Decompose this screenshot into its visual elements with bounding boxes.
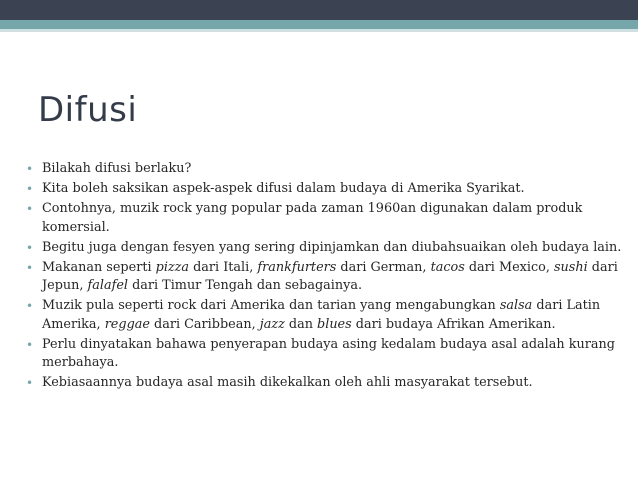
bullet-text-segment: dan: [284, 316, 318, 332]
bullet-item: [24, 336, 624, 372]
bullet-text-italic: tacos: [430, 260, 465, 276]
bullet-item: [24, 239, 624, 257]
bullet-text-segment: Makanan seperti: [42, 260, 156, 276]
bullet-text-italic: blues: [317, 316, 352, 332]
bullet-icon: •: [26, 299, 34, 314]
header-band-line: [0, 29, 638, 32]
bullet-text-segment: dari Mexico,: [464, 260, 554, 276]
bullet-text-italic: falafel: [87, 278, 129, 294]
bullet-icon: •: [26, 240, 34, 255]
bullet-item: [24, 259, 624, 295]
bullet-text-segment: dari Timur Tengah dan sebagainya.: [128, 278, 363, 294]
bullet-icon: •: [26, 261, 34, 276]
bullet-text: Kita boleh saksikan aspek-aspek difusi dalam budaya di Amerika Syarikat.: [42, 181, 525, 197]
bullet-text: Begitu juga dengan fesyen yang sering dipinjamkan dan diubahsuaikan oleh budaya lain.: [42, 239, 622, 255]
bullet-icon: •: [26, 182, 34, 197]
bullet-text-segment: dari Caribbean,: [149, 316, 260, 332]
bullet-text-segment: Muzik pula seperti rock dari Amerika dan tarian yang mengabungkan: [42, 298, 500, 314]
bullet-text: Kebiasaannya budaya asal masih dikekalkan oleh ahli masyarakat tersebut.: [42, 375, 533, 391]
slide-title: Difusi: [38, 90, 138, 130]
bullet-text-segment: dari budaya Afrikan Amerikan.: [351, 316, 556, 332]
bullet-text: Bilakah difusi berlaku?: [42, 161, 192, 176]
bullet-icon: •: [26, 376, 34, 391]
bullet-item: [24, 374, 624, 392]
bullet-icon: •: [26, 162, 34, 176]
bullet-item: [24, 200, 624, 236]
header-band-dark: [0, 0, 638, 20]
bullet-text-italic: sushi: [553, 260, 588, 276]
bullet-text: Perlu dinyatakan bahawa penyerapan budaya asing kedalam budaya asal adalah kurang merbahaya.: [42, 336, 615, 371]
bullet-item: [24, 180, 624, 198]
bullet-text: Contohnya, muzik rock yang popular pada zaman 1960an digunakan dalam produk komersial.: [42, 201, 583, 235]
bullet-text-segment: dari Latin Amerika,: [42, 298, 601, 332]
bullet-text-italic: frankfurters: [257, 260, 337, 276]
header-band-teal: [0, 20, 638, 29]
bullet-text-italic: reggae: [104, 316, 150, 332]
bullet-text-italic: salsa: [499, 298, 533, 314]
bullet-icon: •: [26, 202, 34, 217]
bullet-text-italic: pizza: [155, 260, 190, 276]
bullet-list: [24, 160, 624, 394]
bullet-text-segment: dari Itali,: [189, 260, 258, 276]
bullet-icon: •: [26, 337, 34, 352]
bullet-text-segment: dari Jepun,: [42, 260, 618, 294]
bullet-item: [24, 297, 624, 333]
bullet-text-segment: dari German,: [336, 260, 431, 276]
bullet-item: [24, 160, 624, 178]
bullet-text-italic: jazz: [259, 316, 285, 332]
